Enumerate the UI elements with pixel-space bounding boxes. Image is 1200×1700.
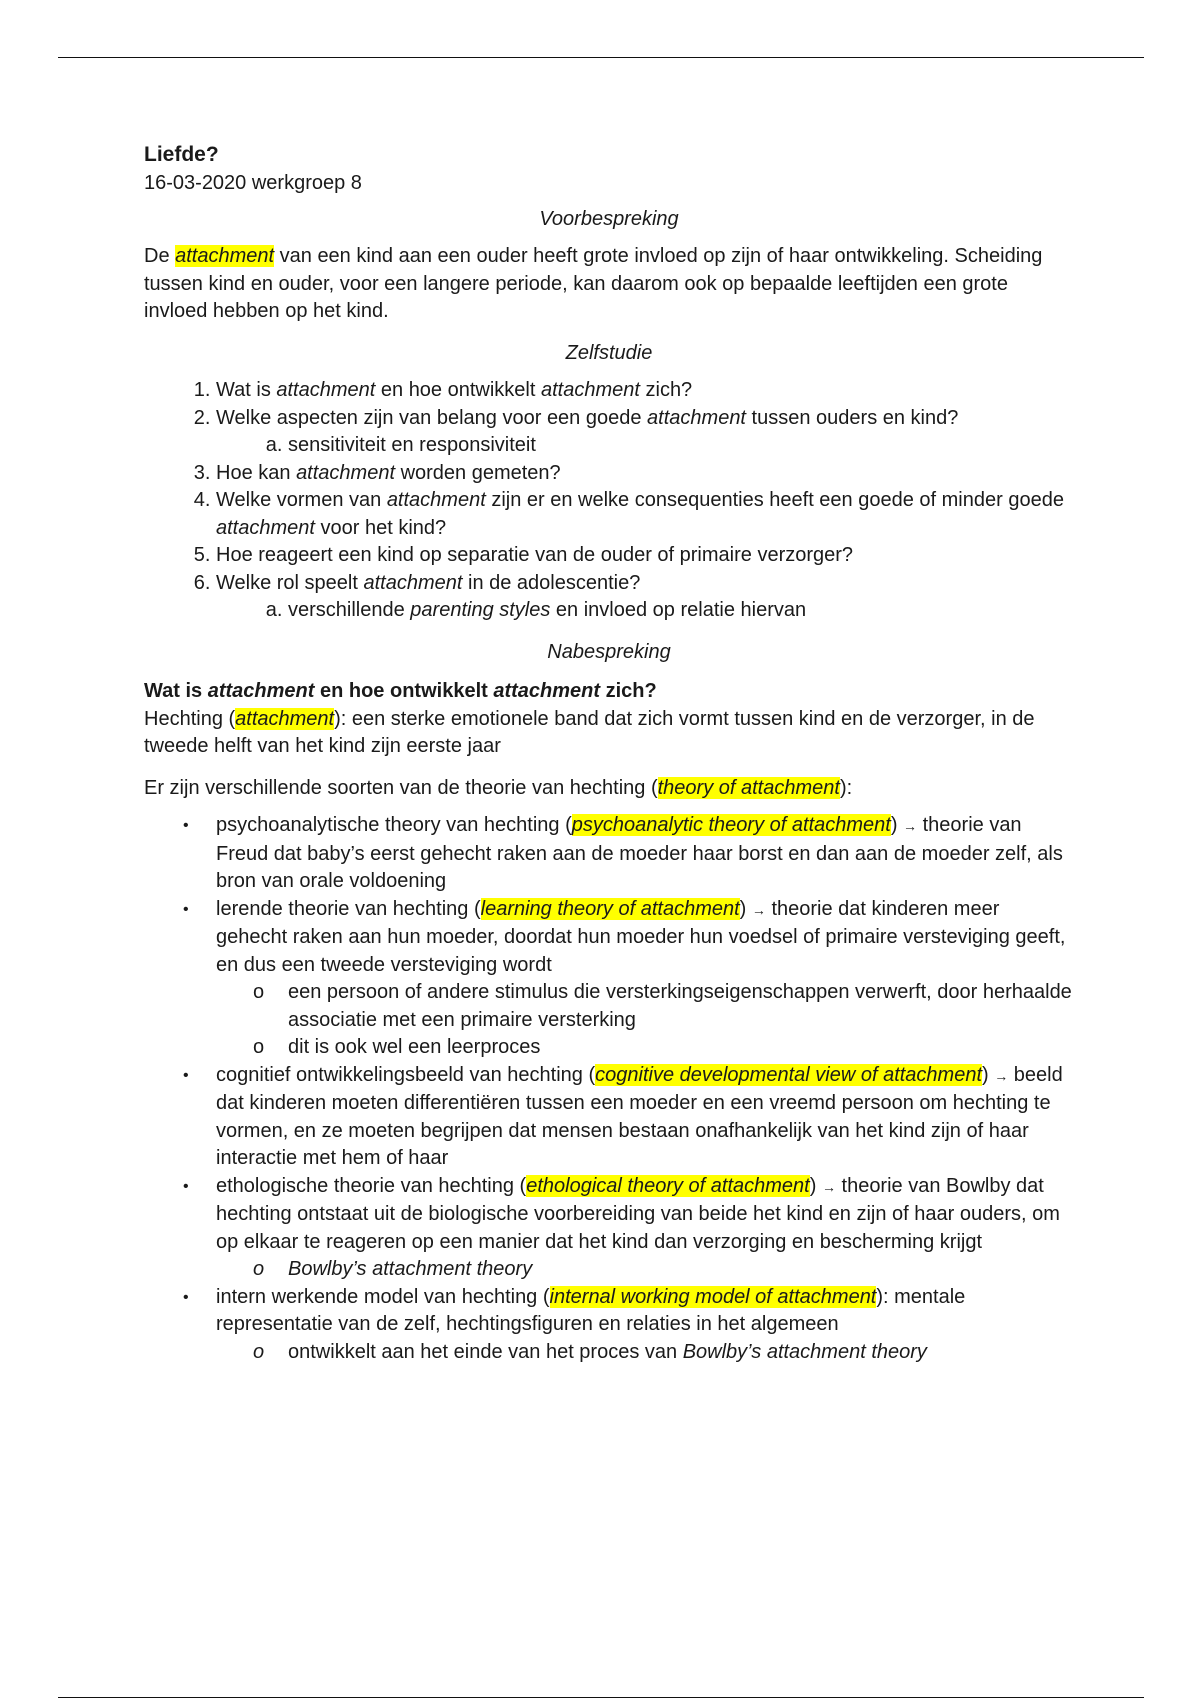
circle-bullet-icon: o [253,1340,265,1363]
text-run: ) [890,814,904,836]
bullet-icon: • [183,1066,189,1084]
list-item [216,460,1074,488]
list-item [144,1062,1074,1173]
text-run: theorie van Freud dat baby’s eerst gehecht raken aan de moeder haar borst en dan aan de moeder zelf, als bron van orale voldoening [216,814,1063,892]
list-item [288,597,1074,625]
text-run: voor het kind? [314,516,447,539]
text-run: Welke rol speelt [216,571,364,594]
text-run: Er zijn verschillende soorten van de theorie van hechting ( [144,776,658,799]
text-run: attachment [276,379,376,401]
text-run: in de adolescentie? [462,571,641,594]
list-item [144,896,1074,1062]
list-item: 5. Hoe reageert een kind op separatie van de ouder of primaire verzorger? [216,542,1074,570]
sub-list [216,1256,1074,1284]
voorbespreking-paragraph [144,243,1074,326]
date-line: 16-03-2020 werkgroep 8 [144,172,362,194]
text-run: Welke vormen van [216,489,387,511]
sub-list [216,1339,1074,1367]
bullet-icon: • [183,1288,189,1306]
text-run: ): een sterke emotionele band dat zich vormt tussen kind en de verzorger, in de tweede helft van het kind zijn eerste jaar [144,707,1035,757]
circle-bullet-icon: o [253,981,265,1003]
list-item [216,405,1074,460]
highlight: cognitive developmental view of attachment [595,1063,983,1086]
highlight: learning theory of attachment [480,897,740,920]
section-heading-voorbespreking: Voorbespreking [539,207,679,230]
document-body [144,140,1074,1366]
text-run: ethologische theorie van hechting ( [216,1174,527,1197]
text-run: intern werkende model van hechting ( [216,1285,550,1308]
text-run: attachment [216,516,315,539]
text-run: dit is ook wel een leerproces [288,1036,541,1058]
text-run: en hoe ontwikkelt [314,680,494,702]
list-item [216,377,1074,405]
text-run: worden gemeten? [395,461,561,484]
text-run: ontwikkelt aan het einde van het proces van [288,1340,683,1363]
arrow-icon: → [994,1067,1009,1084]
sub-list [216,979,1074,1062]
text-run: en hoe ontwikkelt [375,379,541,401]
text-run: cognitief ontwikkelingsbeeld van hechting ( [216,1063,596,1086]
text-run: Hoe kan [216,461,297,484]
list-item: a. sensitiviteit en responsiviteit [288,432,1074,460]
question-heading [144,678,1074,706]
arrow-icon: → [821,1178,836,1195]
text-run: van een kind aan een ouder heeft grote invloed op zijn of haar ontwikkeling. Scheiding tussen kind en ouder, voor een langere periode, kan daarom ook op bepaalde leeftijden een grote invloed hebben op het kind. [144,245,1043,322]
text-run: beeld dat kinderen moeten differentiëren tussen een moeder en een vreemd persoon om hechting te vormen, en ze moeten begrijpen dat mensen bestaan onafhankelijk van het kind zijn of haar interactie met hem of haar [216,1063,1063,1169]
list-item [144,812,1074,896]
sub-list [216,432,1074,460]
text-run: attachment [493,680,601,702]
text-run: lerende theorie van hechting ( [216,897,481,920]
highlight: psychoanalytic theory of attachment [571,814,891,836]
text-run: ) [739,897,752,920]
highlight: internal working model of attachment [549,1285,877,1308]
text-run: ) [982,1063,995,1086]
text-run: theorie dat kinderen meer gehecht raken aan hun moeder, doordat hun moeder hun voedsel of primaire versteviging geeft, en dus een tweede versteviging wordt [216,897,1066,976]
intro-paragraph [144,775,1074,803]
text-run: Bowlby’s attachment theory [682,1340,927,1363]
list-item [216,570,1074,625]
text-run: Bowlby’s attachment theory [288,1258,533,1280]
bullet-icon: • [183,900,189,918]
text-run: en invloed op relatie hiervan [550,599,807,621]
highlight: attachment [235,707,335,730]
list-item [144,1284,1074,1367]
text-run: attachment [540,379,640,401]
document-title: Liefde? [144,143,219,166]
text-run: ) [809,1174,822,1197]
theories-list [144,812,1074,1366]
arrow-icon: → [751,901,766,918]
text-run: attachment [386,489,486,511]
text-run: attachment [296,461,396,484]
text-run: Wat is [144,680,208,702]
footer-rule [58,1697,1144,1698]
highlight: ethological theory of attachment [526,1174,810,1197]
highlight: theory of attachment [657,776,840,799]
text-run: attachment [647,406,746,429]
list-item [144,1173,1074,1284]
text-run: Wat is [216,379,277,401]
bullet-icon: • [183,1177,189,1195]
text-run: verschillende [288,599,411,621]
text-run: Welke aspecten zijn van belang voor een goede [216,406,648,429]
text-run: zich? [600,680,657,702]
text-run: tussen ouders en kind? [746,406,959,429]
text-run: een persoon of andere stimulus die versterkingseigenschappen verwerft, door herhaalde associatie met een primaire versterking [288,981,1072,1031]
text-run: ): [839,776,853,799]
definition-paragraph [144,706,1074,761]
text-run: De [144,245,176,267]
list-item [144,979,1074,1034]
list-item [216,487,1074,542]
text-run: zijn er en welke consequenties heeft een goede of minder goede [485,489,1064,511]
circle-bullet-icon: o [253,1258,265,1280]
list-item [144,1034,1074,1062]
text-run: attachment [207,680,315,702]
text-run: zich? [639,379,693,401]
sub-list [216,597,1074,625]
arrow-icon: → [903,818,918,834]
circle-bullet-icon: o [253,1036,265,1058]
list-item [144,1256,1074,1284]
text-run: theorie van Bowlby dat hechting ontstaat uit de biologische voorbereiding van beide het kind en zijn of haar ouders, om op elkaar te reageren op een manier dat het kind dan verzorging en bescherming krijgt [216,1174,1060,1253]
section-heading-zelfstudie: Zelfstudie [565,341,653,364]
text-run: attachment [363,571,463,594]
text-run: parenting styles [410,599,551,621]
list-item [144,1339,1074,1367]
section-heading-nabespreking: Nabespreking [547,640,671,663]
header-rule [58,57,1144,58]
text-run: Hechting ( [144,707,236,730]
text-run: psychoanalytische theory van hechting ( [216,814,572,836]
text-run: ): mentale representatie van de zelf, hechtingsfiguren en relaties in het algemeen [216,1285,966,1335]
study-questions-list [144,377,1074,625]
highlight: attachment [175,245,275,267]
bullet-icon: • [183,817,189,834]
